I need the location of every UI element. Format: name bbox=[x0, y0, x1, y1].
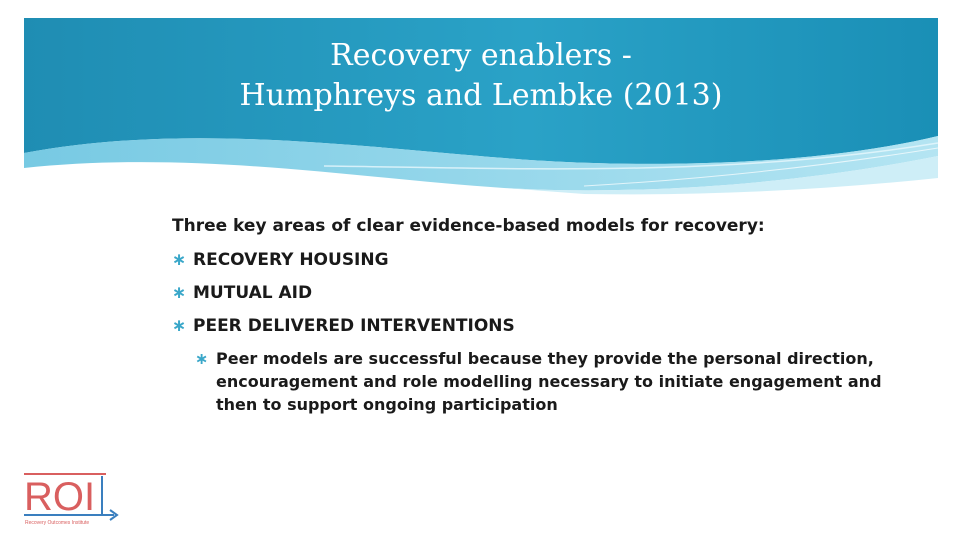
asterisk-bullet-icon: ∗ bbox=[172, 250, 187, 270]
asterisk-bullet-icon: ∗ bbox=[172, 316, 187, 336]
intro-text: Three key areas of clear evidence-based models for recovery: bbox=[172, 216, 765, 236]
slide-content bbox=[172, 214, 892, 416]
list-item bbox=[195, 347, 892, 416]
sub-bullet-list bbox=[195, 347, 892, 416]
bullet-text: MUTUAL AID bbox=[193, 283, 313, 303]
bullet-list bbox=[172, 248, 892, 338]
list-item bbox=[172, 281, 892, 305]
bullet-text: PEER DELIVERED INTERVENTIONS bbox=[193, 316, 515, 336]
bullet-text: RECOVERY HOUSING bbox=[193, 250, 389, 270]
roi-logo bbox=[22, 472, 122, 527]
sub-bullet-text: Peer models are successful because they provide the personal direction, encouragement and role modelling necessary to initiate engagement and then to support ongoing participation bbox=[216, 349, 882, 414]
slide-title-line1: Recovery enablers - bbox=[330, 38, 632, 73]
logo-tagline: Recovery Outcomes Institute bbox=[25, 520, 90, 526]
list-item bbox=[172, 248, 892, 272]
asterisk-bullet-icon: ∗ bbox=[195, 349, 209, 368]
slide-title bbox=[24, 36, 938, 116]
list-item bbox=[172, 314, 892, 338]
asterisk-bullet-icon: ∗ bbox=[172, 283, 187, 303]
logo-letters: ROI bbox=[24, 475, 96, 519]
slide-title-line2: Humphreys and Lembke (2013) bbox=[239, 78, 723, 113]
